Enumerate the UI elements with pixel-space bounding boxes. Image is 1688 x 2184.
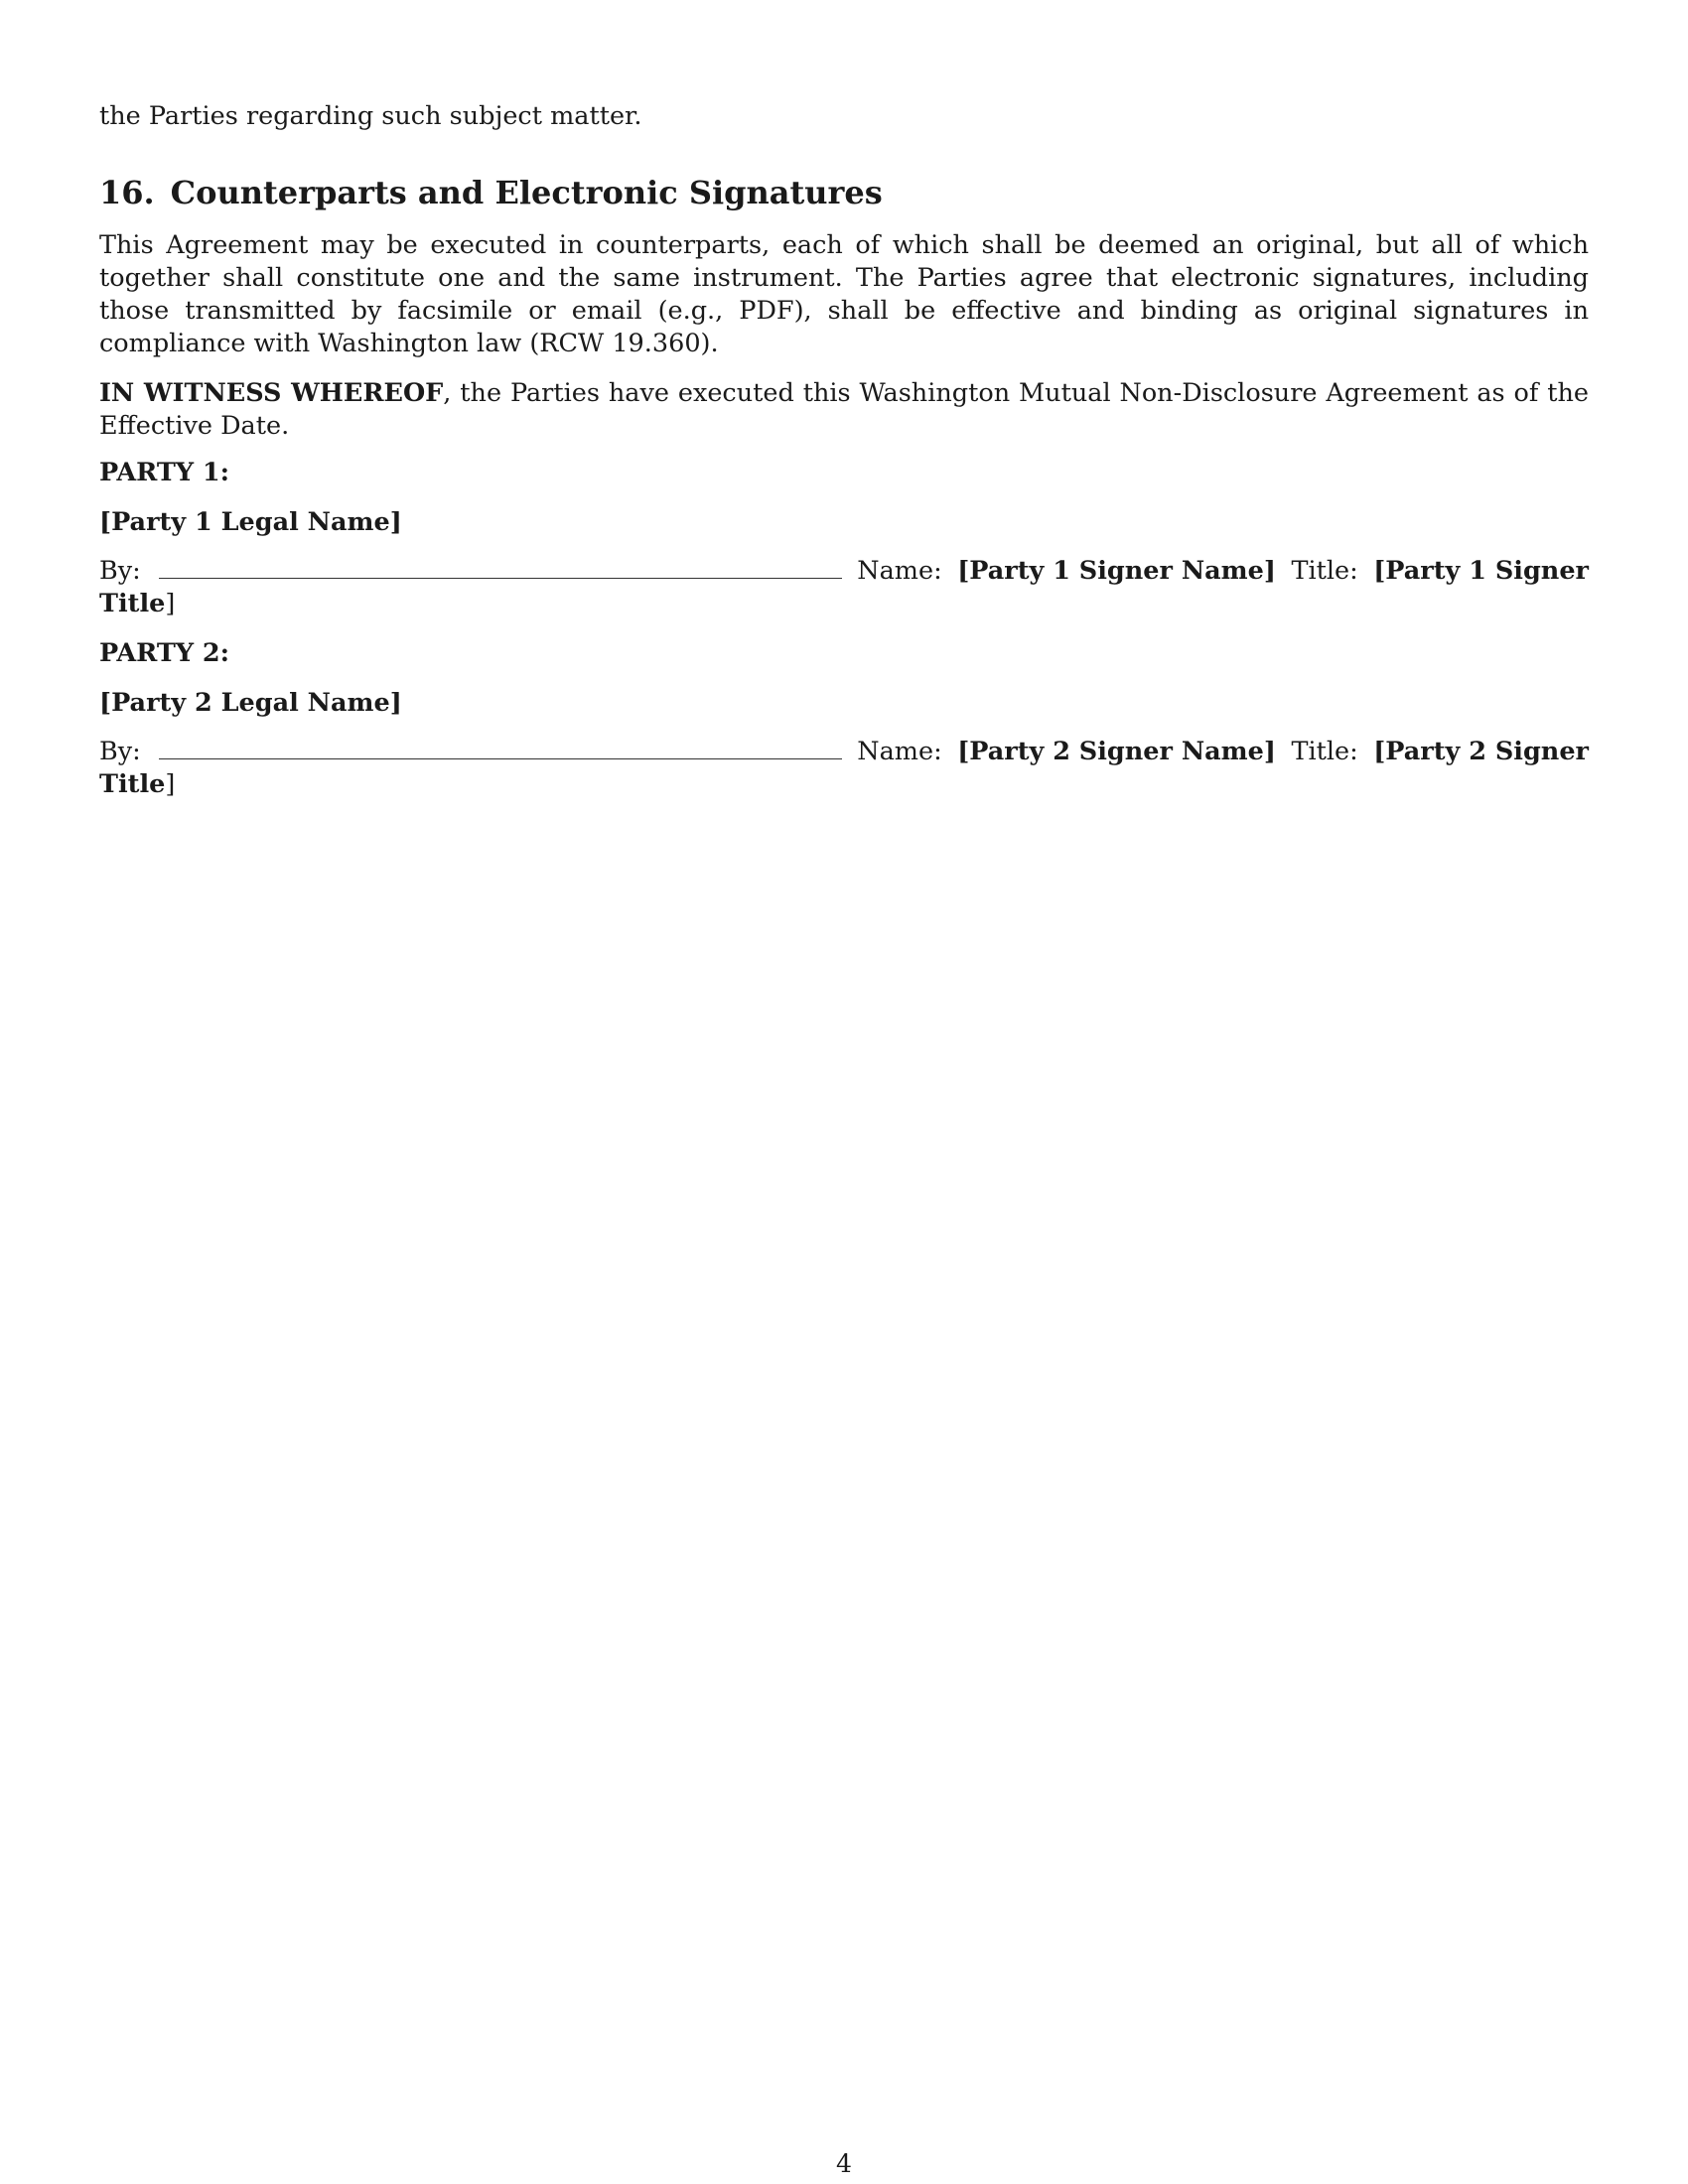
party-1-label: PARTY 1: <box>99 458 230 487</box>
title-label: Title: <box>1291 556 1358 586</box>
party-1-signature-line[interactable] <box>159 556 842 579</box>
document-page <box>99 0 1589 2184</box>
witness-paragraph <box>99 377 1589 443</box>
party-2-signature-block <box>99 736 1589 801</box>
party-2-signer-name: [Party 2 Signer Name] <box>957 737 1276 766</box>
section-body: This Agreement may be executed in counterparts, each of which shall be deemed an original, but all of which together shall constitute one and the same instrument. The Parties agree that electronic signatures, including those transmitted by facsimile or email (e.g., PDF), shall be effective and binding as original signatures in compliance with Washington law (RCW 19.360). <box>99 230 1589 358</box>
party-1-by <box>99 555 842 588</box>
by-label: By: <box>99 556 141 586</box>
section-heading <box>99 173 883 212</box>
bracket-close: ] <box>165 589 176 618</box>
by-label: By: <box>99 737 141 766</box>
name-label: Name: <box>857 737 942 766</box>
title-label: Title: <box>1291 737 1358 766</box>
party-2-signature-line[interactable] <box>159 737 842 759</box>
party-1-signature-block <box>99 555 1589 620</box>
name-label: Name: <box>857 556 942 586</box>
witness-rest: , the Parties have executed this Washington Mutual Non-Disclosure Agreement as of the Effective Date. <box>99 378 1589 441</box>
party-2-by <box>99 736 842 768</box>
section-number: 16. <box>99 174 155 211</box>
party-1-signer-title-cont: Title <box>99 589 166 618</box>
party-1-signer-name: [Party 1 Signer Name] <box>957 556 1276 586</box>
party-2-legal-name: [Party 2 Legal Name] <box>99 688 402 718</box>
page-number: 4 <box>836 2149 852 2178</box>
continuation-text: the Parties regarding such subject matter. <box>99 101 642 131</box>
party-1-signer-title: [Party 1 Signer <box>1373 556 1589 586</box>
witness-lead: IN WITNESS WHEREOF <box>99 378 444 408</box>
party-2-signer-title: [Party 2 Signer <box>1373 737 1589 766</box>
section-title: Counterparts and Electronic Signatures <box>170 174 883 211</box>
party-2-signer-title-cont: Title <box>99 769 166 799</box>
party-1-legal-name: [Party 1 Legal Name] <box>99 507 402 537</box>
party-2-label: PARTY 2: <box>99 638 230 668</box>
bracket-close: ] <box>165 769 176 799</box>
